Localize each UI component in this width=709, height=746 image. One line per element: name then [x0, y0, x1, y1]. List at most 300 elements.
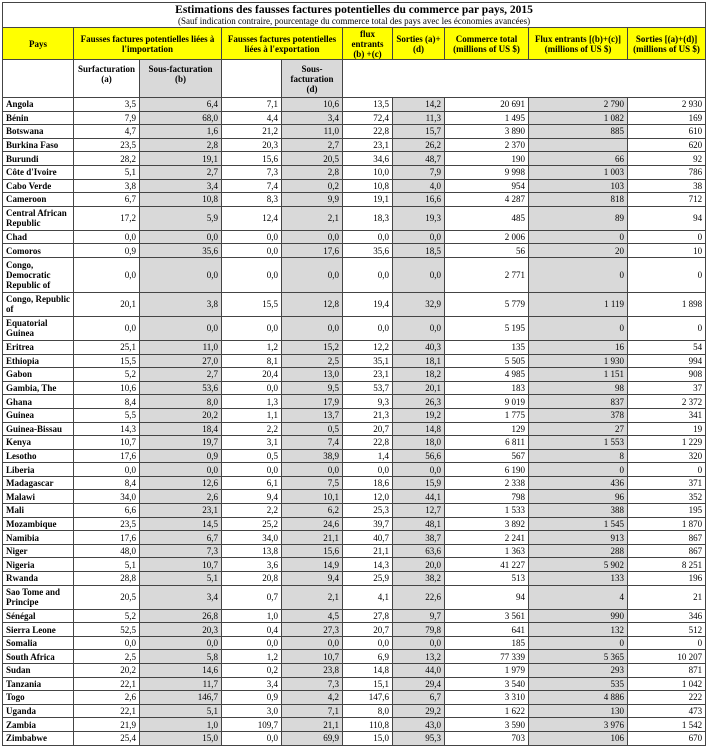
- header-sorties-musd: Sorties [(a)+(d)] (millions of US $): [628, 28, 706, 60]
- table-cell: 1 042: [628, 677, 706, 691]
- table-cell: 8,3: [222, 193, 282, 207]
- table-cell: 3,0: [222, 704, 282, 718]
- table-cell: 371: [628, 476, 706, 490]
- table-cell: 222: [628, 691, 706, 705]
- table-cell: 14,8: [343, 664, 393, 678]
- table-cell: 23,1: [140, 504, 222, 518]
- table-cell: 288: [529, 544, 628, 558]
- table-row: [3, 650, 706, 664]
- table-cell: 43,0: [393, 718, 445, 732]
- table-cell: 2,1: [282, 585, 343, 609]
- table-cell: 10,6: [74, 381, 140, 395]
- table-cell: 798: [445, 490, 529, 504]
- table-cell: 0,9: [74, 244, 140, 258]
- table-row: [3, 206, 706, 230]
- table-cell: 69,9: [282, 731, 343, 745]
- table-cell: 837: [529, 395, 628, 409]
- table-cell: 6,7: [140, 531, 222, 545]
- table-cell: 670: [628, 731, 706, 745]
- table-cell: 0,0: [222, 257, 282, 292]
- table-cell: 4,7: [74, 125, 140, 139]
- table-cell: 34,0: [222, 531, 282, 545]
- country-name: Burundi: [3, 152, 74, 166]
- table-cell: 567: [445, 449, 529, 463]
- table-cell: 0: [628, 230, 706, 244]
- table-cell: 21,1: [282, 531, 343, 545]
- table-cell: 44,0: [393, 664, 445, 678]
- country-name: Gabon: [3, 368, 74, 382]
- table-cell: 2,7: [140, 165, 222, 179]
- table-cell: 14,9: [282, 558, 343, 572]
- country-name: South Africa: [3, 650, 74, 664]
- table-cell: 27,8: [343, 609, 393, 623]
- table-cell: 867: [628, 544, 706, 558]
- table-cell: 20,3: [222, 138, 282, 152]
- table-subtitle: (Sauf indication contraire, pourcentage du commerce total des pays avec les économies avancées): [3, 16, 706, 28]
- table-cell: 15,7: [393, 125, 445, 139]
- country-name: Central African Republic: [3, 206, 74, 230]
- table-cell: 867: [628, 531, 706, 545]
- table-cell: 0,0: [282, 636, 343, 650]
- table-cell: 954: [445, 179, 529, 193]
- table-cell: 994: [628, 354, 706, 368]
- table-row: [3, 111, 706, 125]
- table-cell: 15,9: [393, 476, 445, 490]
- table-cell: 0,0: [222, 731, 282, 745]
- table-cell: 9,4: [282, 572, 343, 586]
- table-cell: 54: [628, 340, 706, 354]
- table-cell: 1 775: [445, 408, 529, 422]
- table-row: [3, 408, 706, 422]
- table-cell: 22,8: [343, 436, 393, 450]
- table-cell: 0,0: [343, 316, 393, 340]
- table-cell: 8,4: [74, 395, 140, 409]
- table-cell: 9,5: [282, 381, 343, 395]
- table-cell: 1 151: [529, 368, 628, 382]
- table-row: [3, 138, 706, 152]
- table-cell: 0: [628, 257, 706, 292]
- table-cell: 38: [628, 179, 706, 193]
- table-cell: 1 545: [529, 517, 628, 531]
- table-cell: 2,5: [74, 650, 140, 664]
- table-cell: 11,7: [140, 677, 222, 691]
- table-cell: 37: [628, 381, 706, 395]
- table-cell: 5 365: [529, 650, 628, 664]
- table-cell: 1,2: [222, 650, 282, 664]
- table-cell: 1,4: [343, 449, 393, 463]
- table-cell: 18,2: [393, 368, 445, 382]
- table-cell: 3 590: [445, 718, 529, 732]
- table-cell: 346: [628, 609, 706, 623]
- header-flux-entrants: flux entrants (b) +(c): [343, 28, 393, 60]
- table-row: [3, 664, 706, 678]
- table-cell: 63,6: [393, 544, 445, 558]
- table-cell: 2 338: [445, 476, 529, 490]
- table-row: [3, 691, 706, 705]
- table-cell: 24,6: [282, 517, 343, 531]
- table-cell: 28,2: [74, 152, 140, 166]
- table-row: [3, 504, 706, 518]
- title-row: [3, 3, 706, 17]
- table-cell: 13,2: [393, 650, 445, 664]
- table-cell: 0,0: [222, 636, 282, 650]
- table-cell: 17,6: [282, 244, 343, 258]
- table-cell: 19,1: [140, 152, 222, 166]
- table-cell: 56: [445, 244, 529, 258]
- table-cell: 1 003: [529, 165, 628, 179]
- table-cell: 0,0: [74, 636, 140, 650]
- table-cell: 20,3: [140, 623, 222, 637]
- table-cell: 8,0: [140, 395, 222, 409]
- table-row: [3, 490, 706, 504]
- table-cell: 8,1: [222, 354, 282, 368]
- table-cell: 13,8: [222, 544, 282, 558]
- table-cell: 12,4: [222, 206, 282, 230]
- country-name: Niger: [3, 544, 74, 558]
- table-cell: 17,6: [74, 531, 140, 545]
- table-cell: 25,1: [74, 340, 140, 354]
- table-cell: 72,4: [343, 111, 393, 125]
- table-cell: 4 985: [445, 368, 529, 382]
- country-name: Guinea: [3, 408, 74, 422]
- table-cell: 620: [628, 138, 706, 152]
- table-cell: 885: [529, 125, 628, 139]
- table-cell: 23,8: [282, 664, 343, 678]
- table-row: [3, 152, 706, 166]
- table-cell: 9 019: [445, 395, 529, 409]
- table-cell: 18,4: [140, 422, 222, 436]
- table-cell: 1 082: [529, 111, 628, 125]
- table-cell: 1,0: [140, 718, 222, 732]
- country-name: Eritrea: [3, 340, 74, 354]
- table-cell: 2,7: [140, 368, 222, 382]
- table-cell: 5,2: [74, 368, 140, 382]
- table-cell: 196: [628, 572, 706, 586]
- table-cell: 20,7: [343, 422, 393, 436]
- table-row: [3, 381, 706, 395]
- table-cell: 2,8: [282, 165, 343, 179]
- subheader-sous-facturation-b: Sous-facturation (b): [140, 60, 222, 98]
- table-row: [3, 98, 706, 112]
- header-commerce-total: Commerce total (millions of US $): [445, 28, 529, 60]
- table-cell: 68,0: [140, 111, 222, 125]
- subheader-surfacturation: Surfacturation (a): [74, 60, 140, 98]
- subheader-empty: [222, 60, 282, 98]
- table-row: [3, 677, 706, 691]
- country-name: Cabo Verde: [3, 179, 74, 193]
- table-cell: 14,8: [393, 422, 445, 436]
- table-cell: 0,0: [140, 257, 222, 292]
- table-body: [3, 98, 706, 746]
- table-cell: 0,2: [222, 664, 282, 678]
- table-cell: 0,0: [140, 463, 222, 477]
- table-cell: 1 533: [445, 504, 529, 518]
- table-cell: 3,4: [140, 179, 222, 193]
- table-cell: 27,0: [140, 354, 222, 368]
- country-name: Madagascar: [3, 476, 74, 490]
- table-cell: 106: [529, 731, 628, 745]
- table-row: [3, 257, 706, 292]
- table-cell: 10,7: [74, 436, 140, 450]
- table-row: [3, 368, 706, 382]
- table-cell: 26,2: [393, 138, 445, 152]
- table-cell: 513: [445, 572, 529, 586]
- table-row: [3, 340, 706, 354]
- table-cell: 2,7: [282, 138, 343, 152]
- table-row: [3, 193, 706, 207]
- table-cell: 21,9: [74, 718, 140, 732]
- table-cell: 95,3: [393, 731, 445, 745]
- table-cell: 0,0: [74, 463, 140, 477]
- country-name: Angola: [3, 98, 74, 112]
- table-cell: 2,6: [74, 691, 140, 705]
- country-name: Namibia: [3, 531, 74, 545]
- table-cell: 1 542: [628, 718, 706, 732]
- country-name: Malawi: [3, 490, 74, 504]
- table-cell: 2 930: [628, 98, 706, 112]
- table-row: [3, 704, 706, 718]
- table-cell: 0,0: [222, 230, 282, 244]
- table-cell: 485: [445, 206, 529, 230]
- country-name: Kenya: [3, 436, 74, 450]
- table-cell: 20,1: [393, 381, 445, 395]
- table-cell: 5,5: [74, 408, 140, 422]
- table-cell: 22,1: [74, 704, 140, 718]
- table-cell: 20,2: [74, 664, 140, 678]
- table-cell: 9,7: [393, 609, 445, 623]
- table-cell: 34,0: [74, 490, 140, 504]
- table-cell: 21,2: [222, 125, 282, 139]
- table-cell: 195: [628, 504, 706, 518]
- country-name: Lesotho: [3, 449, 74, 463]
- table-cell: 1 870: [628, 517, 706, 531]
- table-cell: [529, 138, 628, 152]
- country-name: Sénégal: [3, 609, 74, 623]
- table-cell: 1 495: [445, 111, 529, 125]
- table-row: [3, 292, 706, 316]
- country-name: Sierra Leone: [3, 623, 74, 637]
- table-cell: 990: [529, 609, 628, 623]
- table-cell: 341: [628, 408, 706, 422]
- table-cell: 3 540: [445, 677, 529, 691]
- table-cell: 20,7: [343, 623, 393, 637]
- table-cell: 0,2: [282, 179, 343, 193]
- table-cell: 2 370: [445, 138, 529, 152]
- table-cell: 5,1: [140, 704, 222, 718]
- table-cell: 2,2: [222, 504, 282, 518]
- table-cell: 0,0: [140, 230, 222, 244]
- table-cell: 14,3: [74, 422, 140, 436]
- table-cell: 10,7: [282, 650, 343, 664]
- table-cell: 48,1: [393, 517, 445, 531]
- table-cell: 23,1: [343, 138, 393, 152]
- table-cell: 20,2: [140, 408, 222, 422]
- table-cell: 6,9: [343, 650, 393, 664]
- table-cell: 18,1: [393, 354, 445, 368]
- header-flux-entrants-musd: Flux entrants [(b)+(c)] (millions of US $): [529, 28, 628, 60]
- table-cell: 9,9: [282, 193, 343, 207]
- table-cell: 5 195: [445, 316, 529, 340]
- country-name: Côte d'Ivoire: [3, 165, 74, 179]
- subheader-empty: [343, 60, 706, 98]
- table-cell: 27,3: [282, 623, 343, 637]
- table-cell: 5,8: [140, 650, 222, 664]
- table-cell: 11,0: [140, 340, 222, 354]
- table-cell: 0: [529, 230, 628, 244]
- table-cell: 2,5: [282, 354, 343, 368]
- table-cell: 77 339: [445, 650, 529, 664]
- table-cell: 320: [628, 449, 706, 463]
- table-cell: 18,5: [393, 244, 445, 258]
- table-cell: 3,4: [140, 585, 222, 609]
- table-cell: 12,2: [343, 340, 393, 354]
- table-cell: 10,0: [343, 165, 393, 179]
- header-row: [3, 28, 706, 60]
- table-cell: 2,8: [140, 138, 222, 152]
- table-cell: 16: [529, 340, 628, 354]
- table-cell: 15,1: [343, 677, 393, 691]
- table-cell: 19,3: [393, 206, 445, 230]
- table-title: Estimations des fausses factures potentielles du commerce par pays, 2015: [3, 3, 706, 17]
- table-cell: 35,1: [343, 354, 393, 368]
- table-cell: 35,6: [140, 244, 222, 258]
- table-cell: 20,0: [393, 558, 445, 572]
- table-row: [3, 449, 706, 463]
- table-row: [3, 731, 706, 745]
- table-cell: 39,7: [343, 517, 393, 531]
- table-cell: 5,1: [74, 558, 140, 572]
- table-cell: 6,4: [140, 98, 222, 112]
- table-cell: 21,1: [282, 718, 343, 732]
- table-row: [3, 718, 706, 732]
- table-cell: 0,0: [343, 463, 393, 477]
- table-cell: 3 310: [445, 691, 529, 705]
- table-cell: 35,6: [343, 244, 393, 258]
- table-cell: 818: [529, 193, 628, 207]
- header-sorties: Sorties (a)+(d): [393, 28, 445, 60]
- country-name: Congo, Democratic Republic of: [3, 257, 74, 292]
- table-cell: 20,5: [282, 152, 343, 166]
- table-cell: 2 006: [445, 230, 529, 244]
- table-cell: 15,2: [282, 340, 343, 354]
- table-row: [3, 179, 706, 193]
- table-cell: 44,1: [393, 490, 445, 504]
- document: [2, 2, 705, 746]
- table-cell: 7,3: [282, 677, 343, 691]
- table-cell: 130: [529, 704, 628, 718]
- table-cell: 0,0: [282, 316, 343, 340]
- table-cell: 5,1: [140, 572, 222, 586]
- header-export: Fausses factures potentielles liées à l'exportation: [222, 28, 343, 60]
- table-row: [3, 558, 706, 572]
- table-cell: 15,0: [343, 731, 393, 745]
- table-cell: 0,0: [74, 257, 140, 292]
- country-name: Tanzania: [3, 677, 74, 691]
- table-cell: 4 886: [529, 691, 628, 705]
- table-cell: 0,0: [222, 244, 282, 258]
- country-name: Burkina Faso: [3, 138, 74, 152]
- table-cell: 14,6: [140, 664, 222, 678]
- table-cell: 89: [529, 206, 628, 230]
- table-cell: 13,0: [282, 368, 343, 382]
- table-cell: 18,6: [343, 476, 393, 490]
- table-cell: 1,2: [222, 340, 282, 354]
- table-cell: 6 811: [445, 436, 529, 450]
- table-cell: 0: [529, 636, 628, 650]
- table-cell: 473: [628, 704, 706, 718]
- table-cell: 0: [628, 636, 706, 650]
- table-cell: 4: [529, 585, 628, 609]
- table-cell: 7,9: [74, 111, 140, 125]
- table-cell: 0,0: [343, 257, 393, 292]
- table-cell: 0,9: [140, 449, 222, 463]
- table-cell: 3,8: [140, 292, 222, 316]
- table-cell: 14,5: [140, 517, 222, 531]
- table-cell: 1 553: [529, 436, 628, 450]
- table-cell: 512: [628, 623, 706, 637]
- table-cell: 0: [529, 463, 628, 477]
- table-cell: 52,5: [74, 623, 140, 637]
- table-cell: 712: [628, 193, 706, 207]
- table-cell: 9,4: [222, 490, 282, 504]
- table-cell: 20,5: [74, 585, 140, 609]
- table-cell: 0,4: [222, 623, 282, 637]
- table-cell: 20 691: [445, 98, 529, 112]
- table-cell: 0,0: [222, 381, 282, 395]
- table-cell: 5 505: [445, 354, 529, 368]
- table-cell: 19,7: [140, 436, 222, 450]
- table-cell: 0: [529, 257, 628, 292]
- table-cell: 2 372: [628, 395, 706, 409]
- table-cell: 10 207: [628, 650, 706, 664]
- table-cell: 9 998: [445, 165, 529, 179]
- table-row: [3, 316, 706, 340]
- table-row: [3, 636, 706, 650]
- table-cell: 0: [529, 316, 628, 340]
- table-cell: 3,4: [222, 677, 282, 691]
- table-cell: 0,0: [393, 257, 445, 292]
- table-cell: 41 227: [445, 558, 529, 572]
- table-cell: 17,6: [74, 449, 140, 463]
- table-cell: 15,5: [222, 292, 282, 316]
- table-cell: 2 790: [529, 98, 628, 112]
- table-row: [3, 244, 706, 258]
- table-cell: 5,2: [74, 609, 140, 623]
- table-cell: 9,3: [343, 395, 393, 409]
- table-cell: 3,5: [74, 98, 140, 112]
- table-cell: 1 930: [529, 354, 628, 368]
- table-cell: 5,1: [74, 165, 140, 179]
- table-cell: 7,9: [393, 165, 445, 179]
- table-cell: 535: [529, 677, 628, 691]
- table-cell: 25,3: [343, 504, 393, 518]
- table-cell: 23,1: [343, 368, 393, 382]
- table-cell: 352: [628, 490, 706, 504]
- table-cell: 6,1: [222, 476, 282, 490]
- table-cell: 1 229: [628, 436, 706, 450]
- table-cell: 13,5: [343, 98, 393, 112]
- table-cell: 169: [628, 111, 706, 125]
- table-cell: 871: [628, 664, 706, 678]
- table-cell: 20: [529, 244, 628, 258]
- table-cell: 190: [445, 152, 529, 166]
- table-cell: 0,0: [74, 230, 140, 244]
- table-cell: 0,0: [140, 316, 222, 340]
- table-cell: 40,7: [343, 531, 393, 545]
- table-cell: 0,0: [393, 636, 445, 650]
- table-cell: 26,3: [393, 395, 445, 409]
- table-cell: 0,0: [140, 636, 222, 650]
